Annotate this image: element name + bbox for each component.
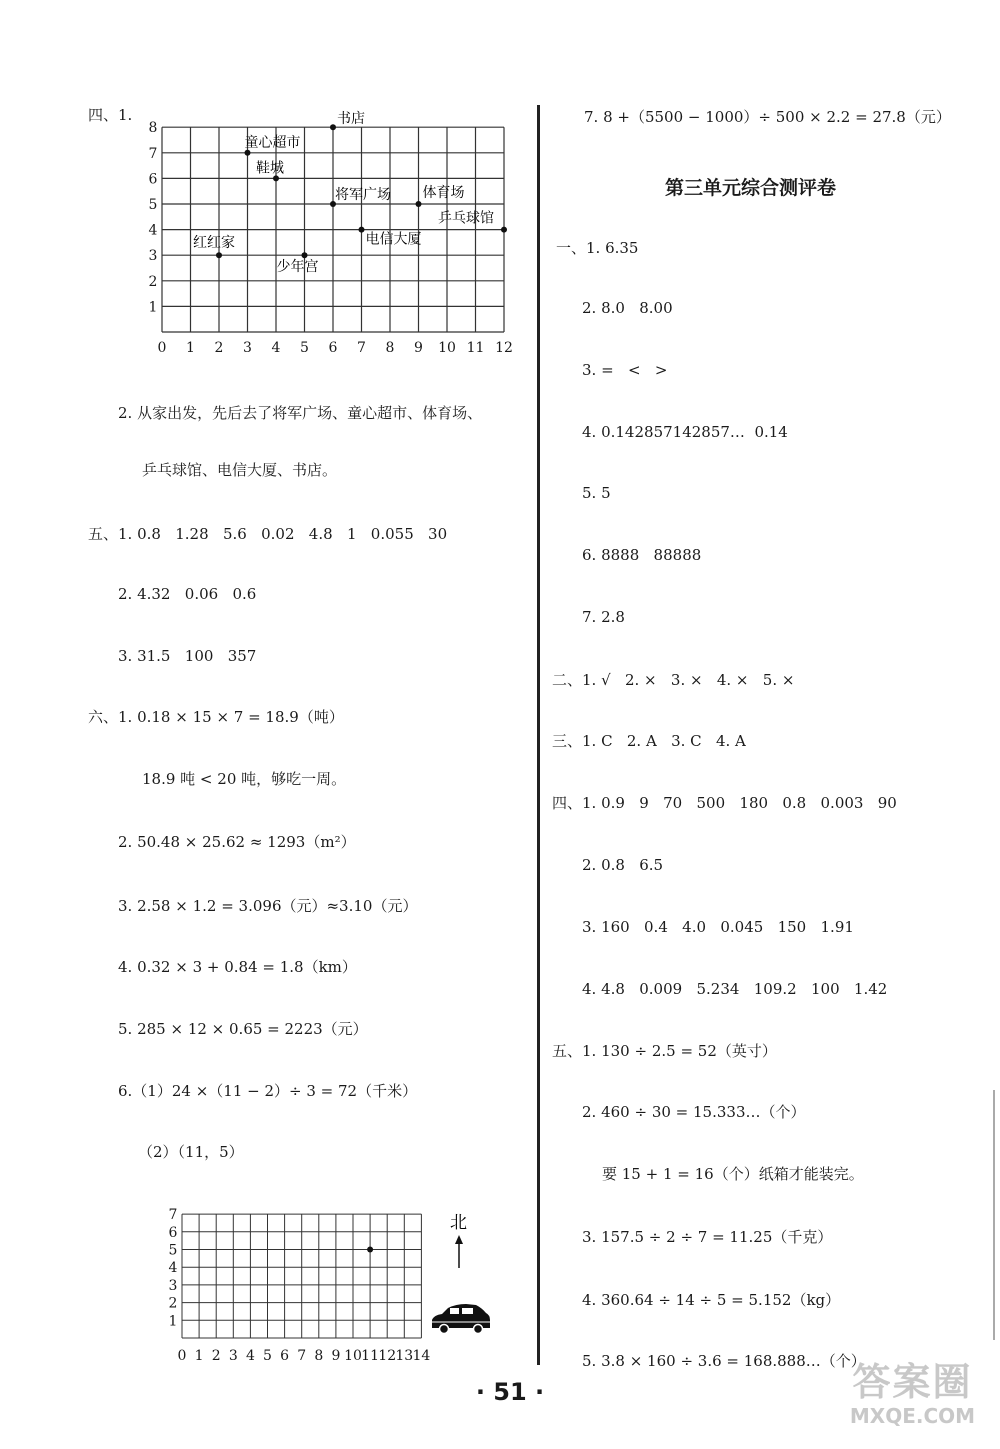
right-top-line: 7. 8 +（5500 − 1000）÷ 500 × 2.2 = 27.8（元） [584,108,951,126]
part-5-q2: 2. 460 ÷ 30 = 15.333…（个） [582,1103,806,1121]
grid2-x-tick: 5 [263,1348,272,1364]
grid1-y-tick: 6 [148,171,158,188]
grid2-y-tick: 4 [168,1260,178,1277]
grid1-y-tick: 4 [148,222,158,239]
grid1-point [216,252,222,258]
grid1-point-label: 将军广场 [335,187,391,203]
part-1-q5: 5. 5 [582,484,611,502]
section-4-q2-line1: 2. 从家出发，先后去了将军广场、童心超市、体育场、 [118,404,483,422]
part-3: 三、1. C 2. A 3. C 4. A [552,732,746,750]
section-6-q1: 六、1. 0.18 × 15 × 7 = 18.9（吨） [88,708,344,726]
section-5-q3: 3. 31.5 100 357 [118,647,257,665]
grid1-point [302,252,308,258]
watermark-text: 答案圈 [852,1360,973,1404]
grid2-y-tick: 3 [168,1277,178,1294]
part-5-q1: 五、1. 130 ÷ 2.5 = 52（英寸） [552,1042,777,1060]
grid1-point-label: 书店 [337,111,365,128]
grid1-y-tick: 2 [148,273,158,290]
grid2-x-tick: 9 [331,1348,341,1364]
grid1-x-tick: 4 [271,340,281,356]
part-4-q1: 四、1. 0.9 9 70 500 180 0.8 0.003 90 [552,794,897,812]
watermark [830,1360,995,1440]
grid2-y-tick: 2 [168,1295,178,1312]
grid2-y-tick: 6 [168,1224,178,1241]
grid1-x-tick: 8 [385,340,395,356]
grid2-x-tick: 10 [344,1348,362,1364]
part-5-q3: 3. 157.5 ÷ 2 ÷ 7 = 11.25（千克） [582,1228,833,1246]
grid2-y-tick: 5 [168,1242,178,1259]
part-1-q7: 7. 2.8 [582,608,625,626]
grid1-x-tick: 3 [243,340,252,356]
part-1-q1: 一、1. 6.35 [556,239,639,257]
column-divider [537,105,540,1365]
grid1-y-tick: 8 [148,120,158,137]
grid2-x-tick: 0 [177,1348,187,1364]
grid2-x-tick: 7 [297,1348,307,1364]
page-number: · 51 · [475,1378,545,1406]
watermark-url: MXQE.COM [849,1404,976,1428]
grid1-x-tick: 2 [214,340,224,356]
section-6-q6-part2: （2）（11，5） [138,1143,244,1161]
section-5-q1: 五、1. 0.8 1.28 5.6 0.02 4.8 1 0.055 30 [88,525,448,543]
grid1-point-label: 电信大厦 [365,231,422,248]
part-1-q2: 2. 8.0 8.00 [582,299,673,317]
section-6-q4: 4. 0.32 × 3 + 0.84 = 1.8（km） [118,958,357,976]
coordinate-grid-2 [160,1200,505,1370]
grid2-x-tick: 2 [211,1348,221,1364]
part-4-q4: 4. 4.8 0.009 5.234 109.2 100 1.42 [582,980,888,998]
north-label: 北 [450,1213,467,1233]
grid1-x-tick: 5 [300,340,309,356]
section-title: 第三单元综合测评卷 [665,177,837,199]
grid1-y-tick: 5 [148,197,158,213]
grid1-point [416,201,422,207]
grid1-point-label: 红红家 [193,235,235,252]
grid2-x-tick: 11 [361,1348,380,1364]
grid1-point [330,124,336,130]
grid1-x-tick: 9 [414,340,423,356]
grid1-point [501,227,507,233]
part-5-q2-conclusion: 要 15 + 1 = 16（个）纸箱才能装完。 [602,1165,864,1183]
section-6-q3: 3. 2.58 × 1.2 = 3.096（元）≈3.10（元） [118,897,418,915]
grid1-point-label: 体育场 [422,185,465,201]
page-edge-line [993,1090,995,1340]
part-4-q2: 2. 0.8 6.5 [582,856,664,874]
grid2-x-tick: 13 [395,1348,414,1364]
grid2-x-tick: 14 [412,1348,431,1364]
grid1-point-label: 童心超市 [244,134,301,151]
grid1-x-tick: 6 [328,340,338,356]
part-4-q3: 3. 160 0.4 4.0 0.045 150 1.91 [582,918,854,936]
grid1-x-tick: 0 [157,340,167,356]
coordinate-grid-1 [140,100,520,360]
section-6-q2: 2. 50.48 × 25.62 ≈ 1293（m²） [118,833,356,851]
grid2-x-tick: 4 [245,1348,255,1364]
part-5-q4: 4. 360.64 ÷ 14 ÷ 5 = 5.152（kg） [582,1291,841,1309]
part-1-q4: 4. 0.142857142857… 0.14 [582,423,788,441]
section-6-q6: 6.（1）24 ×（11 − 2）÷ 3 = 72（千米） [118,1082,418,1100]
section-4-q2-line2: 乒乓球馆、电信大厦、书店。 [142,461,338,479]
grid1-point [359,227,365,233]
part-1-q6: 6. 8888 88888 [582,546,702,564]
north-arrow-icon [455,1235,463,1268]
section-6-q1-conclusion: 18.9 吨 < 20 吨，够吃一周。 [142,770,347,788]
grid2-x-tick: 6 [280,1348,290,1364]
grid1-x-tick: 1 [186,340,195,356]
grid1-point-label: 少年宫 [276,259,319,276]
grid2-x-tick: 12 [378,1348,397,1364]
grid1-y-tick: 3 [148,248,158,265]
grid1-y-tick: 1 [148,299,158,316]
part-5-q5: 5. 3.8 × 160 ÷ 3.6 = 168.888…（个） [582,1352,866,1370]
grid1-point-label: 乒乓球馆 [438,210,494,227]
section-4-q1-label: 四、1. [88,106,133,124]
grid1-y-tick: 7 [148,145,158,162]
grid2-x-tick: 8 [314,1348,324,1364]
grid2-y-tick: 7 [168,1207,178,1224]
grid1-x-tick: 12 [495,340,513,356]
grid2-x-tick: 3 [228,1348,238,1364]
grid2-y-tick: 1 [168,1313,178,1330]
grid2-point [367,1247,373,1253]
part-2: 二、1. √ 2. × 3. × 4. × 5. × [552,671,795,689]
grid1-point-label: 鞋城 [256,160,284,177]
part-1-q3: 3. = < > [582,361,668,379]
car-icon [432,1304,490,1334]
grid2-x-tick: 1 [194,1348,204,1364]
grid1-x-tick: 11 [466,340,485,356]
section-6-q5: 5. 285 × 12 × 0.65 = 2223（元） [118,1020,368,1038]
grid1-x-tick: 10 [438,340,456,356]
section-5-q2: 2. 4.32 0.06 0.6 [118,585,257,603]
grid1-x-tick: 7 [357,340,366,356]
